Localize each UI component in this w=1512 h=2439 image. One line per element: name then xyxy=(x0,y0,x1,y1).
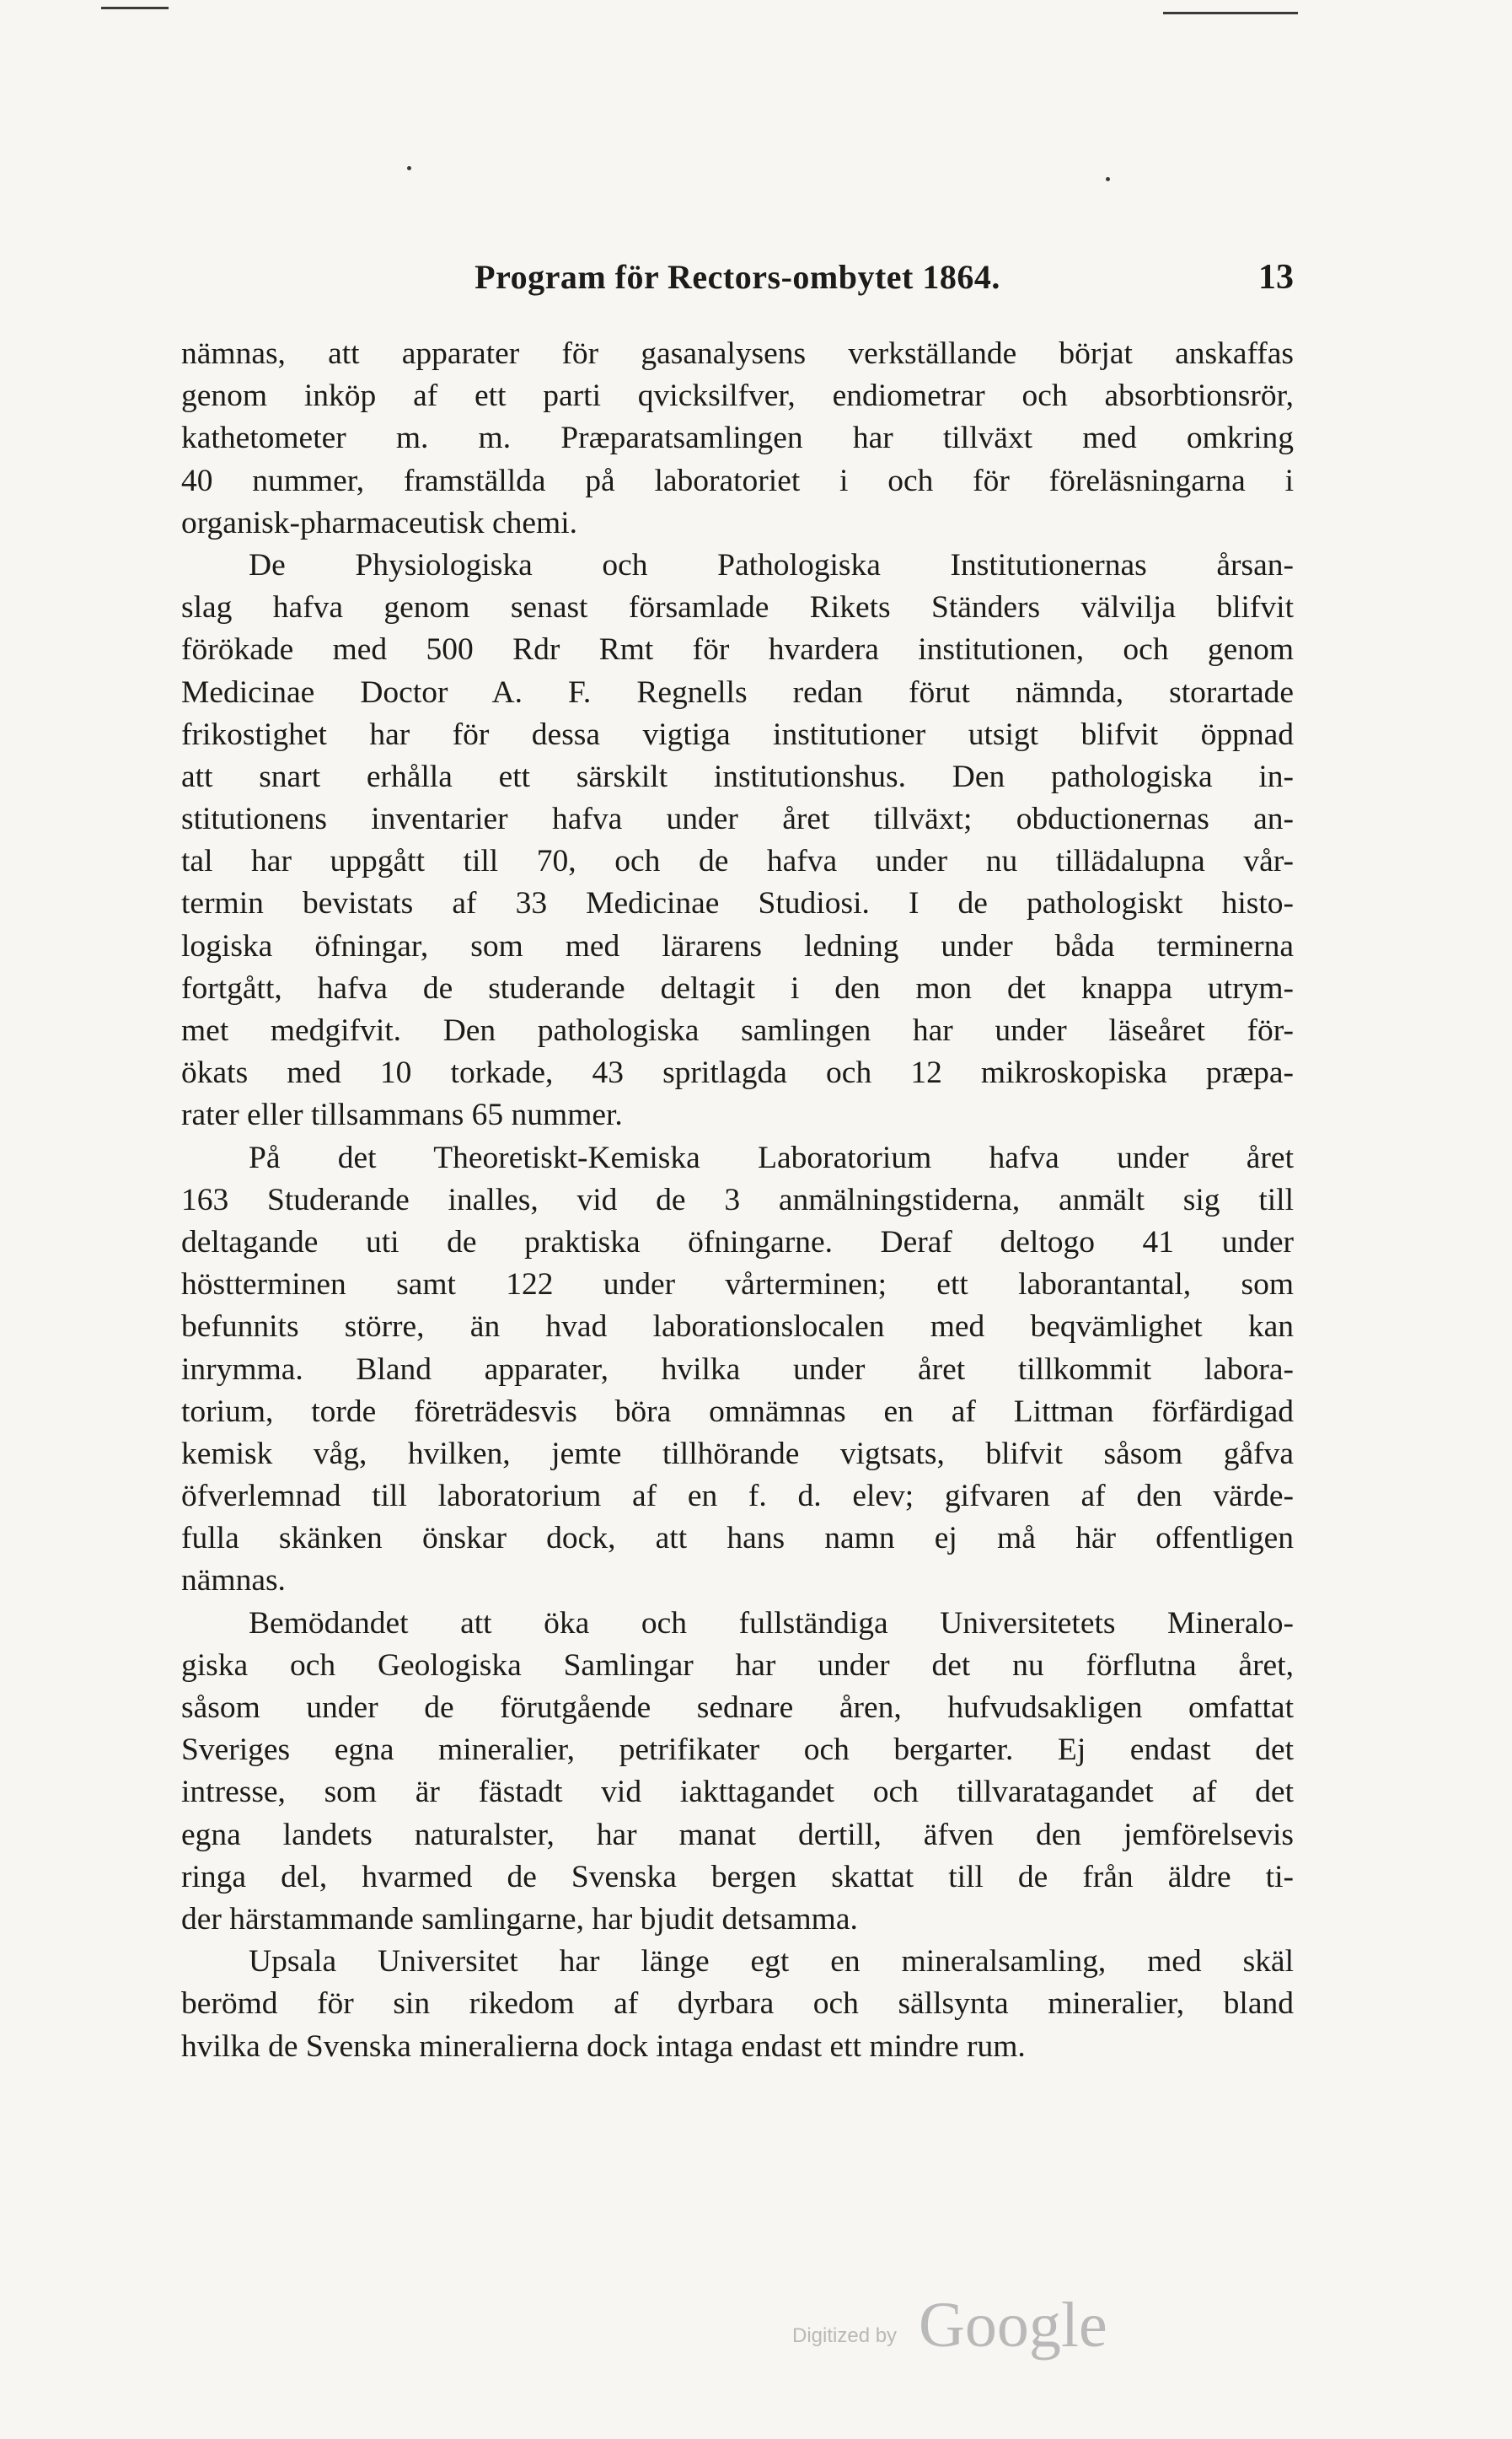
scan-dot xyxy=(1106,177,1110,181)
text-line: genom inköp af ett parti qvicksilfver, endiometrar och absorbtionsrör, xyxy=(181,379,1294,414)
text-line: rater eller tillsammans 65 nummer. xyxy=(181,1098,623,1133)
text-line: ökats med 10 torkade, 43 spritlagda och 12 mikroskopiska præpa- xyxy=(181,1056,1294,1091)
text-line: befunnits större, än hvad laborationslocalen med beqvämlighet kan xyxy=(181,1309,1294,1345)
text-line: fulla skänken önskar dock, att hans namn ej må här offentligen xyxy=(181,1521,1294,1556)
text-line: Bemödandet att öka och fullständiga Universitetets Mineralo- xyxy=(249,1605,1294,1641)
watermark-prefix: Digitized by xyxy=(792,2324,898,2347)
text-line: der härstammande samlingarne, har bjudit detsamma. xyxy=(181,1901,858,1937)
text-line: nämnas, att apparater för gasanalysens verkställande börjat anskaffas xyxy=(181,336,1294,371)
text-line: organisk-pharmaceutisk chemi. xyxy=(181,505,577,540)
scan-dot xyxy=(407,166,411,170)
text-line: logiska öfningar, som med lärarens ledning under båda terminerna xyxy=(181,928,1294,964)
text-line: Sveriges egna mineralier, petrifikater och bergarter. Ej endast det xyxy=(181,1733,1294,1768)
text-line: höstterminen samt 122 under vårterminen; ett laborantantal, som xyxy=(181,1267,1294,1303)
text-line: fortgått, hafva de studerande deltagit i den mon det knappa utrym- xyxy=(181,970,1294,1006)
text-line: Medicinae Doctor A. F. Regnells redan förut nämnda, storartade xyxy=(181,674,1294,710)
text-line: förökade med 500 Rdr Rmt för hvardera institutionen, och genom xyxy=(181,632,1294,668)
text-line: termin bevistats af 33 Medicinae Studiosi. I de pathologiskt histo- xyxy=(181,886,1294,921)
text-line: ringa del, hvarmed de Svenska bergen skattat till de från äldre ti- xyxy=(181,1859,1294,1894)
text-line: stitutionens inventarier hafva under året tillväxt; obductionernas an- xyxy=(181,802,1294,837)
text-line: öfverlemnad till laboratorium af en f. d. elev; gifvaren af den värde- xyxy=(181,1479,1294,1514)
text-line: 40 nummer, framställda på laboratoriet i och för föreläsningarna i xyxy=(181,463,1294,498)
text-line: torium, torde företrädesvis böra omnämnas en af Littman förfärdigad xyxy=(181,1394,1294,1429)
text-line: kathetometer m. m. Præparatsamlingen har tillväxt med omkring xyxy=(181,421,1294,456)
scan-mark-right xyxy=(1163,12,1298,14)
text-line: slag hafva genom senast församlade Rikets Ständers välvilja blifvit xyxy=(181,590,1294,626)
scan-mark-left xyxy=(101,7,169,9)
paragraph xyxy=(181,545,1294,1137)
text-line: frikostighet har för dessa vigtiga institutioner utsigt blifvit öppnad xyxy=(181,717,1294,752)
text-line: giska och Geologiska Samlingar har under det nu förflutna året, xyxy=(181,1647,1294,1683)
text-line: kemisk våg, hvilken, jemte tillhörande vigtsats, blifvit såsom gåfva xyxy=(181,1436,1294,1471)
text-line: deltagande uti de praktiska öfningarne. Deraf deltogo 41 under xyxy=(181,1224,1294,1260)
text-line: hvilka de Svenska mineralierna dock intaga endast ett mindre rum. xyxy=(181,2028,1026,2064)
text-line: inrymma. Bland apparater, hvilka under året tillkommit labora- xyxy=(181,1351,1294,1387)
google-logo: Google xyxy=(919,2290,1107,2361)
page-header xyxy=(181,257,1294,308)
digitized-watermark xyxy=(792,2289,1146,2365)
paragraph xyxy=(181,333,1294,545)
text-line: De Physiologiska och Pathologiska Institutionernas årsan- xyxy=(249,547,1294,583)
text-line: tal har uppgått till 70, och de hafva under nu tillädalupna vår- xyxy=(181,844,1294,879)
text-line: På det Theoretiskt-Kemiska Laboratorium hafva under året xyxy=(249,1140,1294,1175)
text-line: såsom under de förutgående sednare åren, hufvudsakligen omfattat xyxy=(181,1690,1294,1725)
body-text xyxy=(181,333,1294,2068)
paragraph xyxy=(181,1603,1294,1942)
text-line: Upsala Universitet har länge egt en mineralsamling, med skäl xyxy=(249,1944,1294,1980)
text-line: 163 Studerande inalles, vid de 3 anmälningstiderna, anmält sig till xyxy=(181,1182,1294,1217)
text-line: egna landets naturalster, har manat dertill, äfven den jemförelsevis xyxy=(181,1817,1294,1852)
text-line: berömd för sin rikedom af dyrbara och sällsynta mineralier, bland xyxy=(181,1986,1294,2022)
text-line: att snart erhålla ett särskilt institutionshus. Den pathologiska in- xyxy=(181,759,1294,794)
page-number: 13 xyxy=(1258,258,1294,297)
text-line: intresse, som är fästadt vid iakttagandet och tillvaratagandet af det xyxy=(181,1775,1294,1810)
text-line: nämnas. xyxy=(181,1563,286,1598)
paragraph xyxy=(181,1941,1294,2068)
paragraph xyxy=(181,1137,1294,1603)
running-title: Program för Rectors-ombytet 1864. xyxy=(475,258,1000,296)
text-line: met medgifvit. Den pathologiska samlingen har under läseåret för- xyxy=(181,1013,1294,1048)
